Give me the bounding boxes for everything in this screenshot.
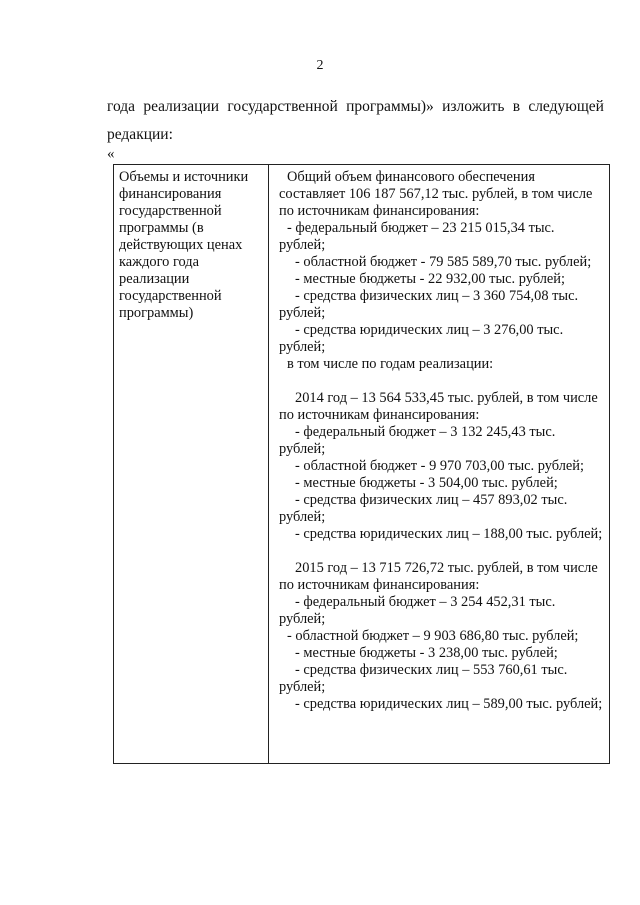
label-line: программы (в <box>119 220 204 236</box>
content-line: рублей; <box>279 611 326 627</box>
intro-word: года <box>107 98 136 115</box>
content-line: - средства физических лиц – 3 360 754,08 тыс. <box>295 288 579 304</box>
intro-word: изложить <box>442 98 505 115</box>
content-line: 2015 год – 13 715 726,72 тыс. рублей, в том числе <box>295 560 598 576</box>
content-line: составляет 106 187 567,12 тыс. рублей, в том числе <box>279 186 593 202</box>
content-line: рублей; <box>279 339 326 355</box>
opening-quote-mark: « <box>107 146 115 162</box>
intro-line-1 <box>107 93 604 121</box>
content-line: рублей; <box>279 441 326 457</box>
intro-paragraph <box>107 93 604 149</box>
content-line: - федеральный бюджет – 23 215 015,34 тыс. <box>287 220 555 236</box>
program-table <box>113 164 610 764</box>
content-line: - местные бюджеты - 3 238,00 тыс. рублей; <box>295 645 558 661</box>
label-line: каждого года <box>119 254 199 270</box>
content-line: - областной бюджет – 9 903 686,80 тыс. рублей; <box>287 628 579 644</box>
content-line: рублей; <box>279 679 326 695</box>
label-line: финансирования <box>119 186 222 202</box>
content-line: 2014 год – 13 564 533,45 тыс. рублей, в том числе <box>295 390 598 406</box>
content-line: по источникам финансирования: <box>279 203 480 219</box>
label-line: государственной <box>119 288 222 304</box>
intro-word: реализации <box>143 98 220 115</box>
content-line: - федеральный бюджет – 3 254 452,31 тыс. <box>295 594 556 610</box>
blank-line <box>279 543 605 560</box>
content-line: - средства физических лиц – 553 760,61 тыс. <box>295 662 568 678</box>
funding-label <box>114 165 268 322</box>
content-line: рублей; <box>279 237 326 253</box>
content-line: рублей; <box>279 509 326 525</box>
label-line: действующих ценах <box>119 237 243 253</box>
blank-line <box>279 373 605 390</box>
content-line: рублей; <box>279 305 326 321</box>
content-line: - средства физических лиц – 457 893,02 тыс. <box>295 492 568 508</box>
label-line: государственной <box>119 203 222 219</box>
content-line: - федеральный бюджет – 3 132 245,43 тыс. <box>295 424 556 440</box>
content-line: - областной бюджет - 9 970 703,00 тыс. рублей; <box>295 458 584 474</box>
content-line: в том числе по годам реализации: <box>287 356 494 372</box>
intro-line-2: редакции: <box>107 126 173 143</box>
content-line: - местные бюджеты - 3 504,00 тыс. рублей; <box>295 475 558 491</box>
content-line: по источникам финансирования: <box>279 577 480 593</box>
table-row <box>114 165 610 764</box>
intro-word: государственной <box>227 98 338 115</box>
label-line: Объемы и источники <box>119 169 249 185</box>
table-cell-content <box>269 165 610 764</box>
content-line: - местные бюджеты - 22 932,00 тыс. рублей; <box>295 271 565 287</box>
content-line: - областной бюджет - 79 585 589,70 тыс. рублей; <box>295 254 592 270</box>
label-line: реализации <box>119 271 190 287</box>
label-line: программы) <box>119 305 194 321</box>
content-line: - средства юридических лиц – 589,00 тыс. рублей; <box>295 696 603 712</box>
content-line: по источникам финансирования: <box>279 407 480 423</box>
intro-word: в <box>512 98 521 115</box>
intro-word: программы)» <box>346 98 434 115</box>
content-line: Общий объем финансового обеспечения <box>287 169 535 185</box>
funding-details <box>269 165 609 713</box>
intro-word: следующей <box>528 98 604 115</box>
content-line: - средства юридических лиц – 3 276,00 тыс. <box>295 322 564 338</box>
table-cell-label <box>114 165 269 764</box>
page-number: 2 <box>316 58 324 73</box>
content-line: - средства юридических лиц – 188,00 тыс. рублей; <box>295 526 603 542</box>
